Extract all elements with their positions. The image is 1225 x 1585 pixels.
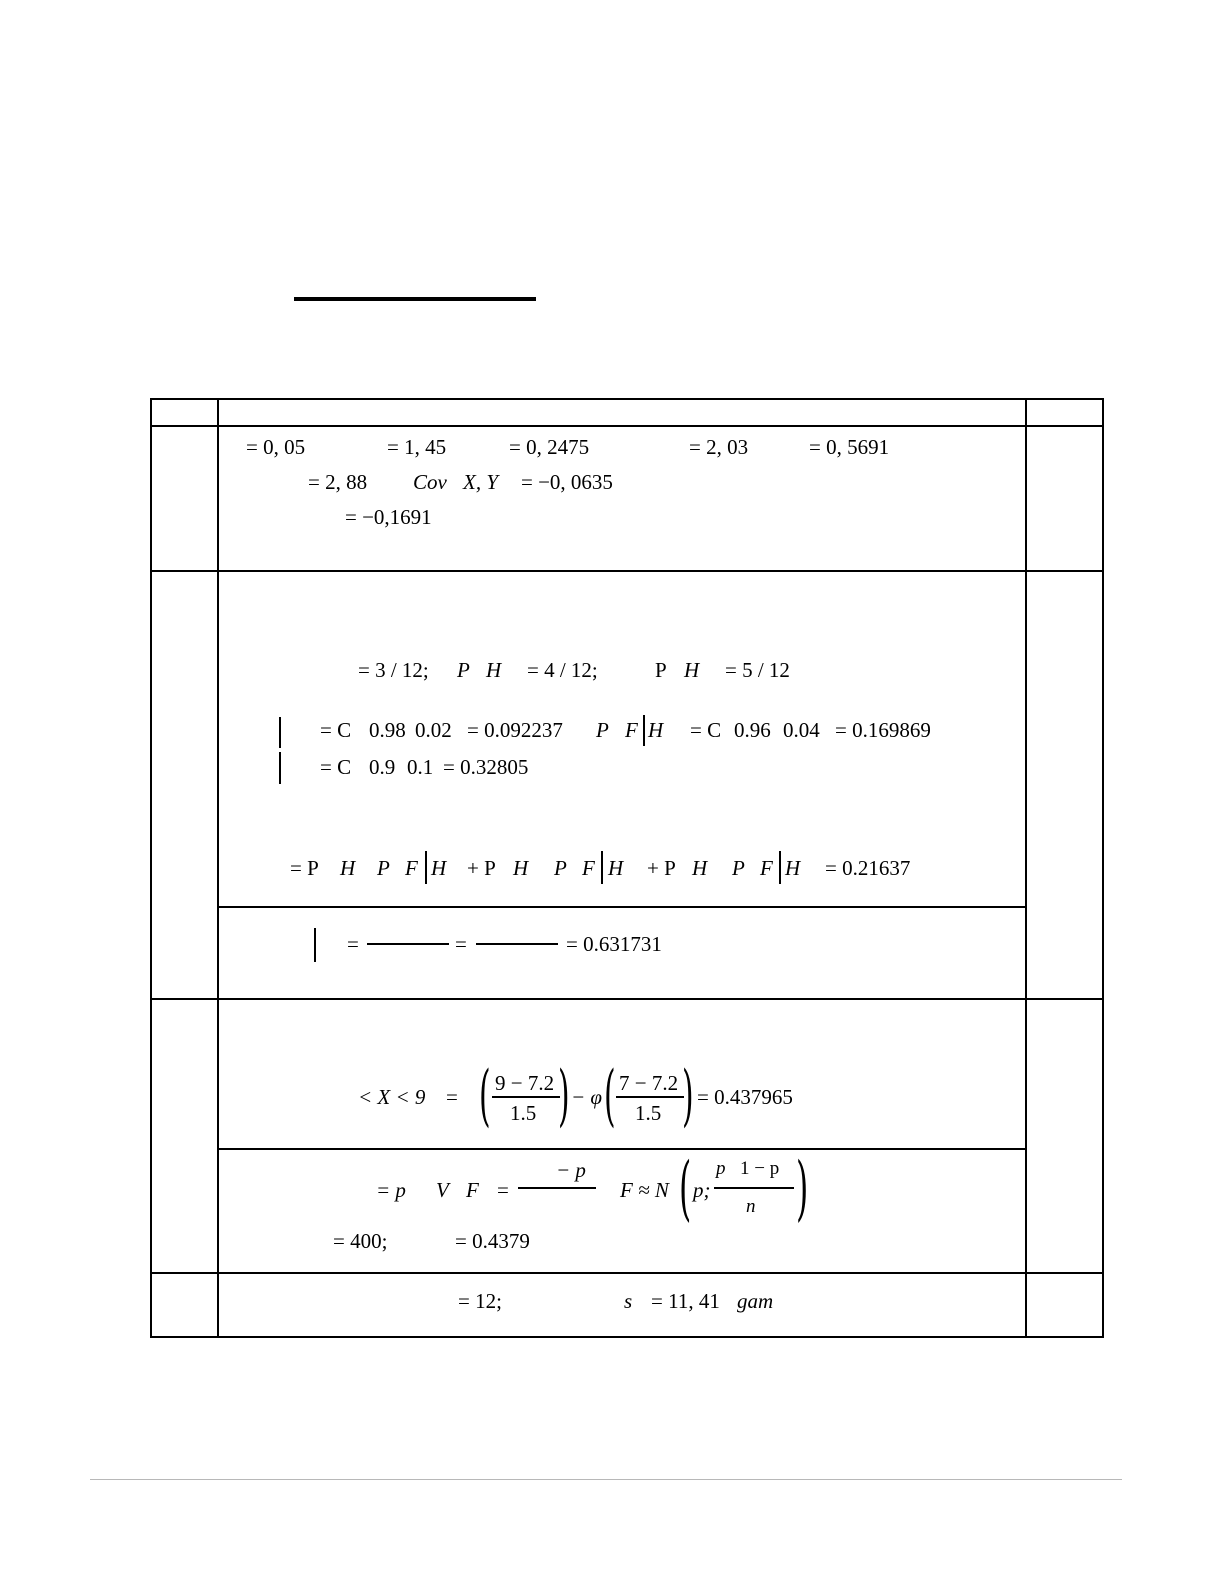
- table-border-right: [1102, 398, 1104, 1338]
- formula-value: = 11, 41: [651, 1289, 720, 1313]
- formula-value: =: [446, 1085, 458, 1109]
- formula-symbol: p;: [693, 1178, 711, 1202]
- formula-symbol: H: [608, 856, 624, 880]
- formula-symbol: F: [582, 856, 595, 880]
- formula-symbol: F: [405, 856, 418, 880]
- formula-value: = 12;: [458, 1289, 502, 1313]
- formula-symbol: F ≈ N: [620, 1178, 669, 1202]
- formula-value: = 0, 5691: [809, 435, 890, 459]
- given-bar: [279, 717, 281, 748]
- formula-value: = 1, 45: [387, 435, 447, 459]
- formula-symbol: H: [648, 718, 664, 742]
- formula-symbol: Cov: [413, 470, 447, 494]
- formula-symbol: H: [692, 856, 708, 880]
- formula-value: 0.04: [783, 718, 820, 742]
- formula-symbol: H: [513, 856, 529, 880]
- formula-symbol: P: [596, 718, 609, 742]
- formula-value: = 0.4379: [455, 1229, 530, 1253]
- table-border-top: [150, 398, 1104, 400]
- given-bar: [279, 752, 281, 784]
- sub-row-rule: [218, 906, 1026, 908]
- fraction-numerator: p: [716, 1158, 726, 1179]
- formula-symbol: P: [377, 856, 390, 880]
- fraction-numerator: 1 − p: [740, 1158, 780, 1179]
- fraction-bar: [518, 1187, 596, 1189]
- formula-symbol: = p: [376, 1178, 406, 1202]
- formula-value: = 0.092237: [467, 718, 563, 742]
- given-bar: [779, 851, 781, 884]
- formula-value: =: [347, 932, 359, 956]
- formula-symbol: gam: [737, 1289, 774, 1313]
- formula-value: = C: [320, 718, 352, 742]
- table-border-left: [150, 398, 152, 1338]
- formula-symbol: − φ: [571, 1085, 603, 1109]
- formula-symbol: P: [457, 658, 470, 682]
- formula-value: + P: [647, 856, 676, 880]
- formula-value: = 400;: [333, 1229, 388, 1253]
- right-paren: ): [796, 1147, 809, 1229]
- fraction-bar: [492, 1096, 560, 1098]
- column-rule: [1025, 398, 1027, 1338]
- right-paren: ): [558, 1057, 570, 1134]
- formula-value: 0.1: [407, 755, 434, 779]
- formula-symbol: H: [340, 856, 356, 880]
- right-paren: ): [682, 1057, 694, 1134]
- formula-value: = 5 / 12: [725, 658, 790, 682]
- row-rule: [150, 1272, 1104, 1274]
- formula-symbol: X, Y: [463, 470, 499, 494]
- given-bar: [643, 715, 645, 746]
- fraction-bar: [367, 943, 449, 945]
- row-rule: [150, 998, 1104, 1000]
- formula-symbol: P: [554, 856, 567, 880]
- fraction-numerator: 9 − 7.2: [495, 1071, 555, 1095]
- fraction-denominator: 1.5: [510, 1101, 537, 1125]
- fraction-numerator: − p: [556, 1158, 586, 1182]
- formula-value: = 0, 2475: [509, 435, 590, 459]
- formula-symbol: < X < 9: [358, 1085, 426, 1109]
- formula-value: 0.98: [369, 718, 406, 742]
- formula-symbol: H: [431, 856, 447, 880]
- formula-value: 0.9: [369, 755, 396, 779]
- table-border-bottom: [150, 1336, 1104, 1338]
- formula-value: = 0.631731: [566, 932, 662, 956]
- formula-symbol: H: [785, 856, 801, 880]
- row-rule: [150, 570, 1104, 572]
- left-paren: (: [679, 1147, 692, 1229]
- fraction-bar: [616, 1096, 684, 1098]
- given-bar: [314, 928, 316, 962]
- formula-value: = −0, 0635: [521, 470, 613, 494]
- formula-symbol: s: [624, 1289, 633, 1313]
- formula-value: = 0.21637: [825, 856, 911, 880]
- title-underline: [294, 297, 536, 301]
- fraction-numerator: 7 − 7.2: [619, 1071, 679, 1095]
- formula-symbol: H: [684, 658, 700, 682]
- given-bar: [601, 851, 603, 884]
- formula-symbol: P: [655, 658, 667, 682]
- formula-value: = 0, 05: [246, 435, 306, 459]
- formula-value: = 0.169869: [835, 718, 931, 742]
- formula-value: = 2, 03: [689, 435, 749, 459]
- formula-symbol: F: [625, 718, 638, 742]
- fraction-denominator: 1.5: [635, 1101, 662, 1125]
- formula-value: = −0,1691: [345, 505, 432, 529]
- formula-symbol: P: [732, 856, 745, 880]
- formula-symbol: F: [466, 1178, 479, 1202]
- footer-rule: [90, 1479, 1122, 1480]
- formula-value: 0.96: [734, 718, 771, 742]
- formula-symbol: H: [486, 658, 502, 682]
- fraction-bar: [714, 1187, 794, 1189]
- header-row-rule: [150, 425, 1104, 427]
- formula-value: =: [455, 932, 467, 956]
- left-paren: (: [604, 1057, 616, 1134]
- formula-value: = 0.437965: [697, 1085, 793, 1109]
- sub-row-rule: [218, 1148, 1026, 1150]
- formula-value: =: [497, 1178, 509, 1202]
- formula-value: = C: [690, 718, 722, 742]
- formula-value: = 2, 88: [308, 470, 368, 494]
- formula-value: + P: [467, 856, 496, 880]
- column-rule: [217, 398, 219, 1338]
- left-paren: (: [479, 1057, 491, 1134]
- formula-value: = 0.32805: [443, 755, 529, 779]
- formula-value: = 3 / 12;: [358, 658, 429, 682]
- formula-value: = 4 / 12;: [527, 658, 598, 682]
- given-bar: [425, 851, 427, 884]
- fraction-denominator: n: [746, 1196, 756, 1217]
- formula-symbol: V: [436, 1178, 449, 1202]
- formula-value: = P: [290, 856, 319, 880]
- formula-value: = C: [320, 755, 352, 779]
- formula-value: 0.02: [415, 718, 452, 742]
- fraction-bar: [476, 943, 558, 945]
- formula-symbol: F: [760, 856, 773, 880]
